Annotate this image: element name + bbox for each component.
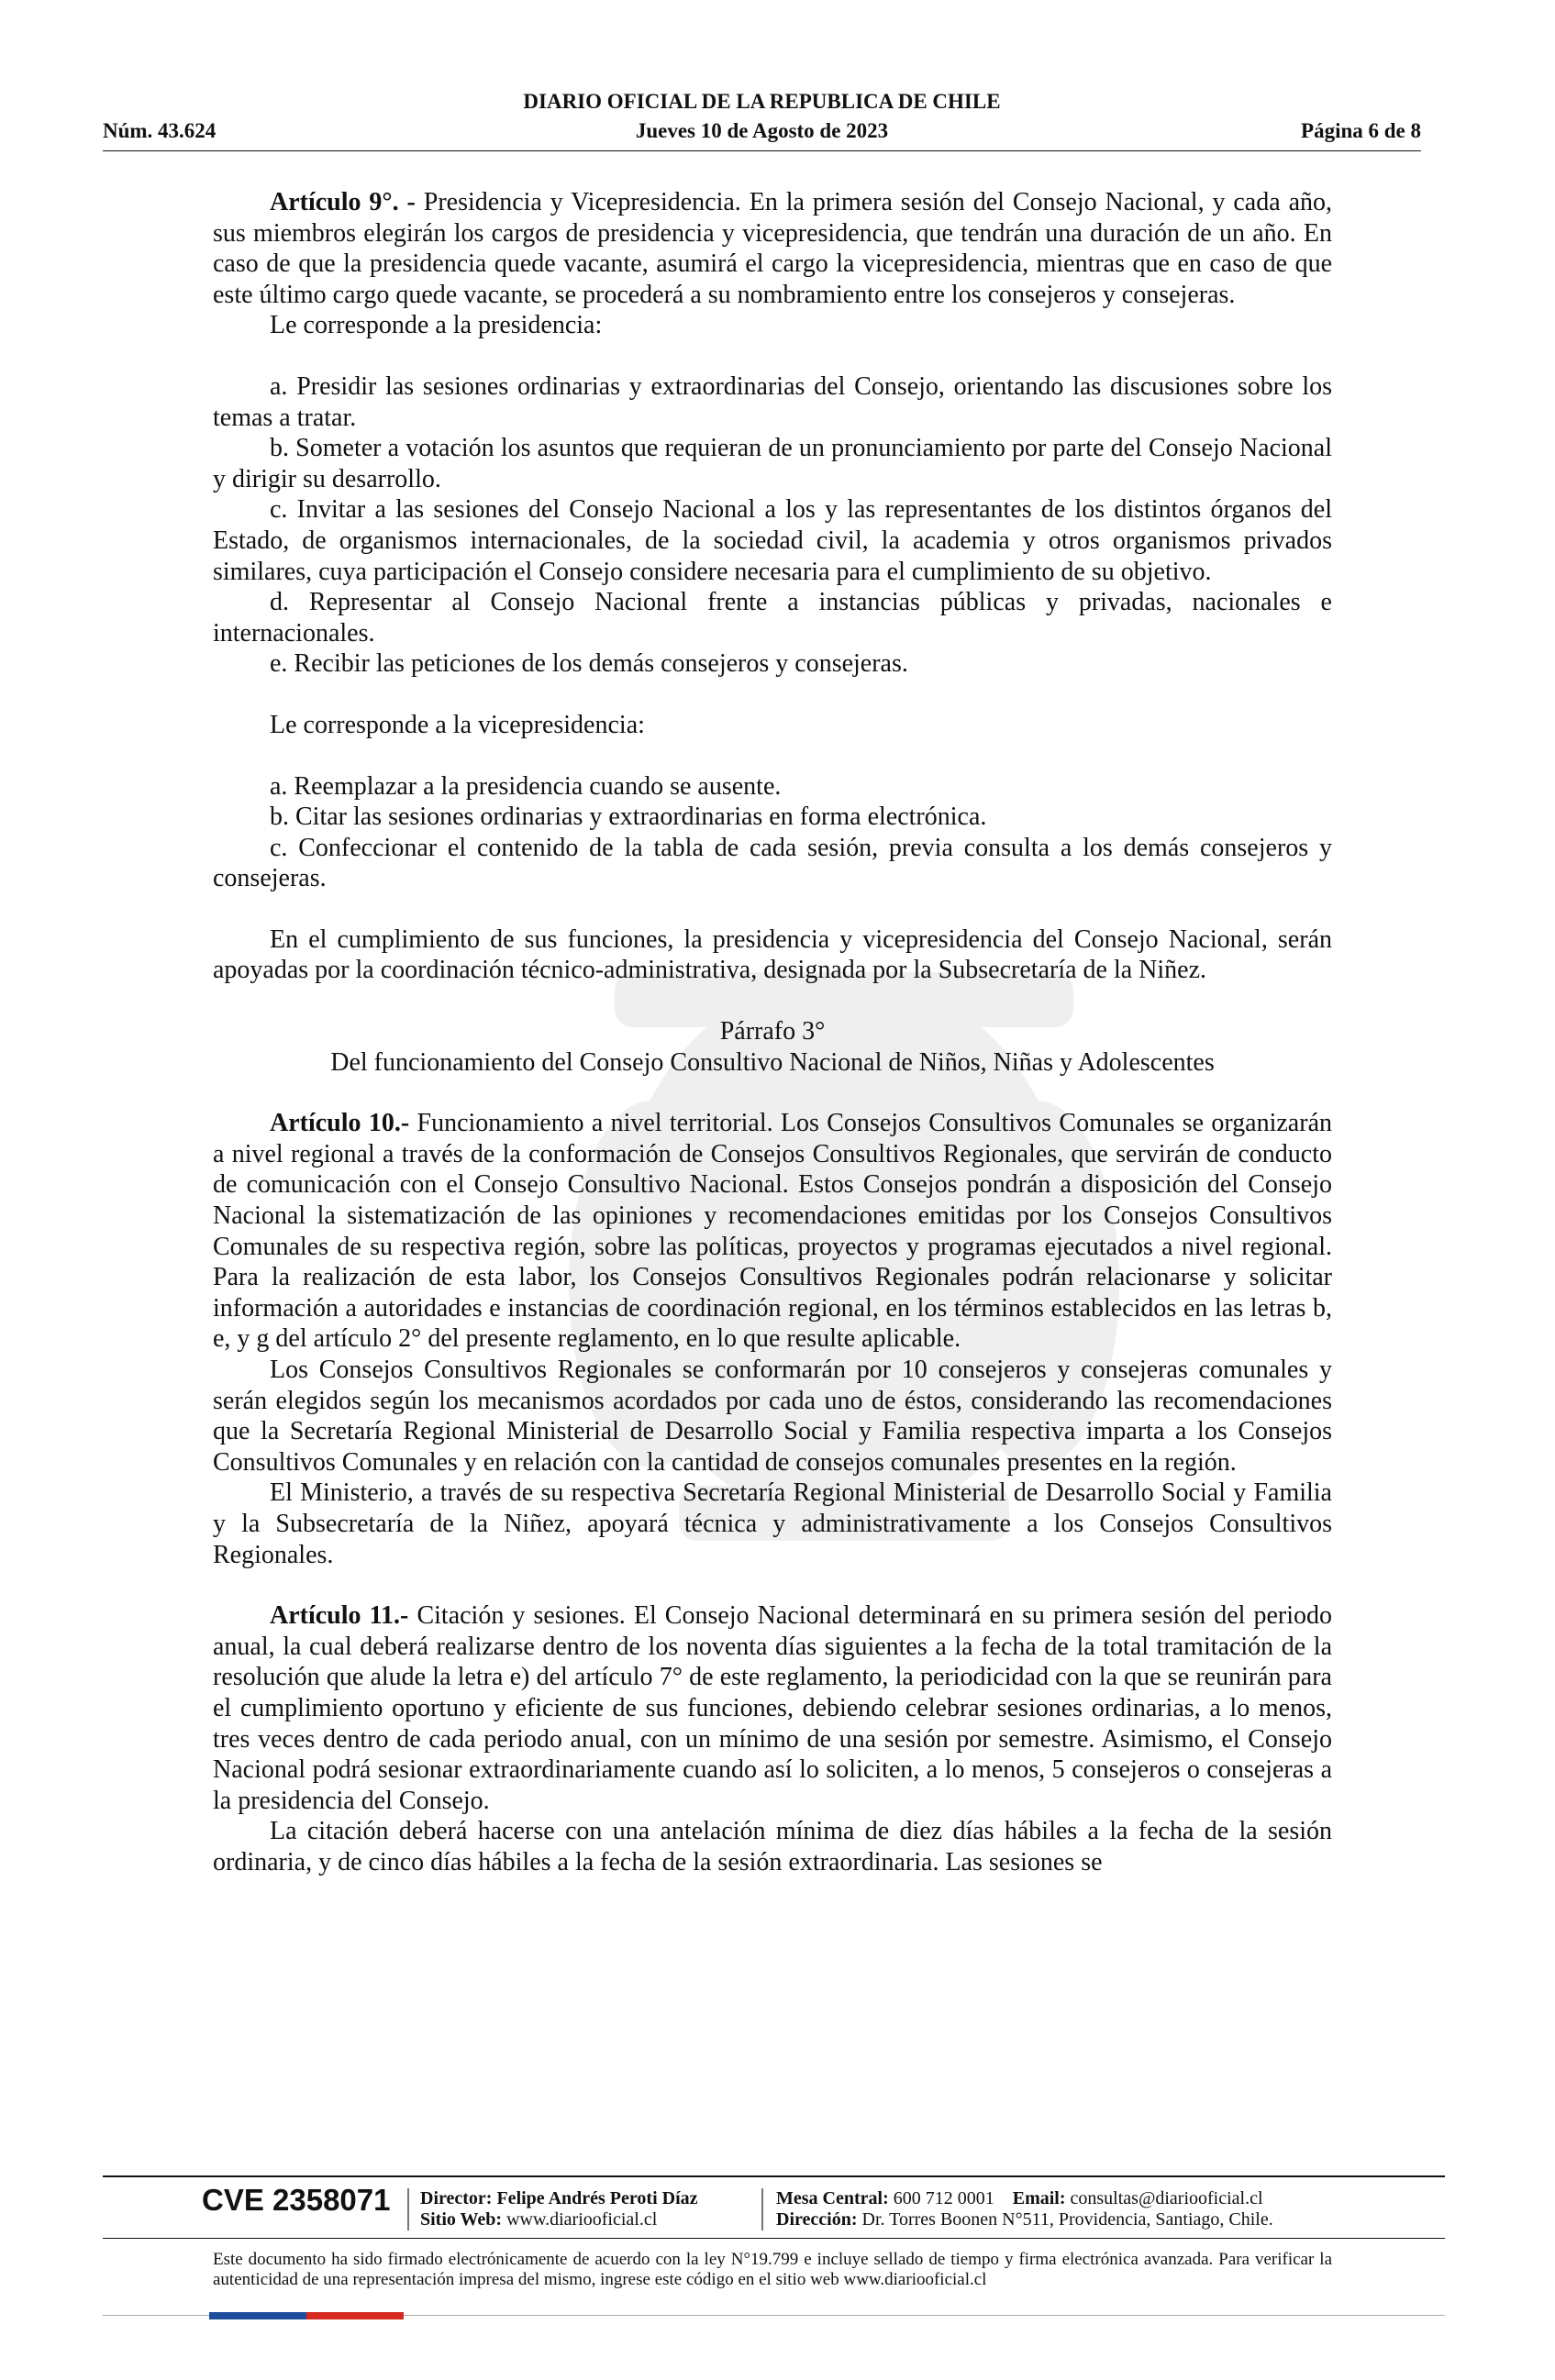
article-11-paragraph-2: La citación deberá hacerse con una antelación mínima de diez días hábiles a la fecha de la sesión ordinaria, y de cinco días hábiles a la fecha de la sesión extraordinaria. Las sesiones se <box>213 1817 1332 1876</box>
article-10-paragraph-3: El Ministerio, a través de su respectiva Secretaría Regional Ministerial de Desarrollo Social y Familia y la Subsecretaría de la Niñez, apoyará técnica y administrativamente a los Consejos Consultivos Regionales. <box>213 1478 1332 1569</box>
website-link[interactable]: www.diariooficial.cl <box>502 2209 658 2230</box>
footer-divider-mid <box>103 2238 1445 2239</box>
flag-stripe-red <box>306 2312 404 2319</box>
document-body <box>213 187 1332 1878</box>
list-item: a. Presidir las sesiones ordinarias y extraordinarias del Consejo, orientando las discusiones sobre los temas a tratar. <box>213 371 1332 432</box>
list-item: b. Citar las sesiones ordinarias y extraordinarias en forma electrónica. <box>270 803 987 832</box>
footer-divider-top <box>103 2175 1445 2177</box>
email-label: Email: <box>1012 2188 1066 2208</box>
list-item: d. Representar al Consejo Nacional frente a instancias públicas y privadas, nacionales e internacionales. <box>213 588 1332 648</box>
article-10-heading: Artículo 10.- <box>270 1109 410 1138</box>
article-11 <box>213 1600 1332 1816</box>
list-item: a. Reemplazar a la presidencia cuando se ausente. <box>270 771 782 801</box>
funciones-paragraph: En el cumplimiento de sus funciones, la presidencia y vicepresidencia del Consejo Nacional, serán apoyadas por la coordinación técnico-administrativa, designada por la Subsecretaría de la Niñez. <box>213 924 1332 985</box>
vicepresidencia-intro: Le corresponde a la vicepresidencia: <box>270 710 645 739</box>
issue-date: Jueves 10 de Agosto de 2023 <box>635 119 889 142</box>
presidencia-intro: Le corresponde a la presidencia: <box>270 311 603 340</box>
section-subtitle: Del funcionamiento del Consejo Consultivo Nacional de Niños, Niñas y Adolescentes <box>330 1047 1215 1077</box>
list-item: e. Recibir las peticiones de los demás consejeros y consejeras. <box>270 649 908 679</box>
footer-director-block <box>420 2188 698 2231</box>
mesa-central-phone: 600 712 0001 <box>888 2188 994 2208</box>
article-10 <box>213 1108 1332 1355</box>
article-9-heading: Artículo 9°. - <box>270 188 416 216</box>
website-label: Sitio Web: <box>420 2209 503 2230</box>
flag-stripe-blue <box>209 2312 306 2319</box>
address-label: Dirección: <box>776 2209 858 2230</box>
page-header <box>103 90 1421 154</box>
footer-contact-block <box>776 2188 1273 2231</box>
issue-number: Núm. 43.624 <box>103 119 217 142</box>
article-11-heading: Artículo 11.- <box>270 1601 409 1631</box>
list-item: b. Someter a votación los asuntos que requieran de un pronunciamiento por parte del Consejo Nacional y dirigir su desarrollo. <box>213 434 1332 493</box>
address-value: Dr. Torres Boonen N°511, Providencia, Santiago, Chile. <box>857 2209 1273 2230</box>
page-number: Página 6 de 8 <box>1301 119 1421 142</box>
director-name: Felipe Andrés Peroti Díaz <box>492 2188 698 2208</box>
newspaper-title: DIARIO OFICIAL DE LA REPUBLICA DE CHILE <box>523 90 1001 113</box>
article-9 <box>213 187 1332 310</box>
section-title: Párrafo 3° <box>719 1017 826 1046</box>
list-item: c. Invitar a las sesiones del Consejo Nacional a los y las representantes de los distintos órganos del Estado, de organismos internacionales, de la sociedad civil, la academia y otros organismos privados similares, cuya participación el Consejo considere necesaria para el cumplimiento de su objetivo. <box>213 495 1332 586</box>
legal-notice: Este documento ha sido firmado electrónicamente de acuerdo con la ley N°19.799 e incluye sellado de tiempo y firma electrónica avanzada. Para verificar la autenticidad de una representación impresa del mismo, ingrese este código en el sitio web www.diariooficial.cl <box>213 2250 1332 2289</box>
article-11-text: Citación y sesiones. El Consejo Nacional determinará en su primera sesión del periodo anual, la cual deberá realizarse dentro de los noventa días siguientes a la fecha de la total tramitación de la resolución que alude la letra e) del artículo 7° de este reglamento, la periodicidad con la que se reunirán para el cumplimiento oportuno y eficiente de sus funciones, debiendo celebrar sesiones ordinarias, a lo menos, tres veces dentro de cada periodo anual, con un mínimo de una sesión por semestre. Asimismo, el Consejo Nacional podrá sesionar extraordinariamente cuando así lo soliciten, a lo menos, 5 consejeros o consejeras a la presidencia del Consejo. <box>213 1601 1333 1815</box>
footer-separator <box>761 2188 763 2231</box>
email-link[interactable]: consultas@diariooficial.cl <box>1065 2188 1263 2208</box>
article-10-text: Funcionamiento a nivel territorial. Los Consejos Consultivos Comunales se organizarán a nivel regional a través de la conformación de Consejos Consultivos Regionales, que servirán de conducto de comunicación con el Consejo Consultivo Nacional. Estos Consejos pondrán a disposición del Consejo Nacional la sistematización de las opiniones y recomendaciones emitidas por los Consejos Consultivos Comunales de su respectiva región, sobre las políticas, proyectos y programas ejecutados a nivel regional. Para la realización de esta labor, los Consejos Consultivos Regionales podrán relacionarse y solicitar información a autoridades e instancias de coordinación regional, en los términos establecidos en las letras b, e, y g del artículo 2° del presente reglamento, en lo que resulte aplicable. <box>213 1109 1332 1354</box>
article-9-text: Presidencia y Vicepresidencia. En la primera sesión del Consejo Nacional, y cada año, sus miembros elegirán los cargos de presidencia y vicepresidencia, que tendrán una duración de un año. En caso de que la presidencia quede vacante, asumirá el cargo la vicepresidencia, mientras que en caso de que este último cargo quede vacante, se procederá a su nombramiento entre los consejeros y consejeras. <box>213 188 1332 309</box>
header-divider <box>103 150 1421 151</box>
list-item: c. Confeccionar el contenido de la tabla de cada sesión, previa consulta a los demás consejeros y consejeras. <box>213 833 1332 893</box>
mesa-central-label: Mesa Central: <box>776 2188 889 2208</box>
article-10-paragraph-2: Los Consejos Consultivos Regionales se conformarán por 10 consejeros y consejeras comunales y serán elegidos según los mecanismos acordados por cada uno de éstos, considerando las recomendaciones que la Secretaría Regional Ministerial de Desarrollo Social y Familia respectiva imparta a los Consejos Consultivos Comunales y en relación con la cantidad de consejos comunales presentes en la región. <box>213 1356 1332 1477</box>
director-label: Director: <box>420 2188 493 2208</box>
cve-code: CVE 2358071 <box>202 2183 391 2217</box>
footer-separator <box>407 2188 409 2231</box>
